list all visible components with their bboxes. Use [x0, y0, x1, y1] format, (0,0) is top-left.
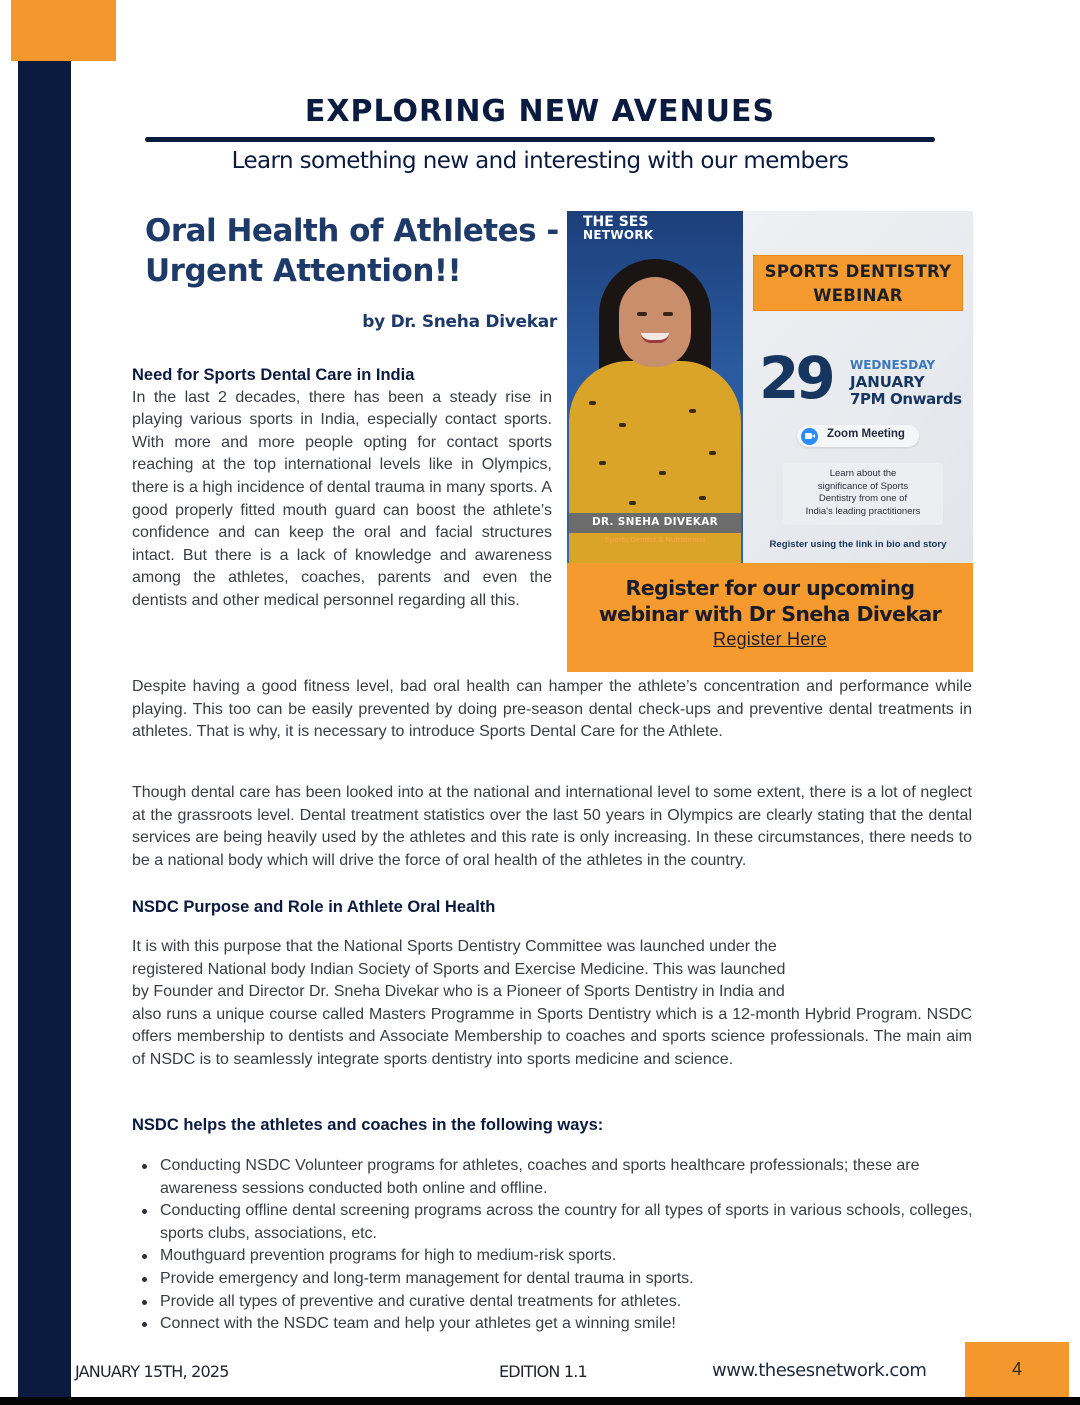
brand-line1: THE SES	[583, 214, 649, 230]
article-title-line1: Oral Health of Athletes -	[145, 213, 559, 249]
article-title	[145, 211, 565, 291]
footer-date: JANUARY 15TH, 2025	[75, 1362, 229, 1381]
brand-line2: NETWORK	[583, 228, 654, 242]
register-here-link[interactable]: Register Here	[713, 629, 827, 649]
side-navy-bar	[18, 61, 71, 1397]
webinar-label: SPORTS DENTISTRY WEBINAR	[753, 255, 963, 311]
nsdc-ways-list	[132, 1155, 974, 1336]
list-item: Conducting NSDC Volunteer programs for athletes, coaches and sports healthcare professionals; these are awareness sessions conducted both online and offline.	[132, 1155, 974, 1200]
footer-website-link[interactable]: www.thesesnetwork.com	[712, 1360, 927, 1381]
speaker-photo	[567, 211, 743, 563]
bullet-icon	[142, 1164, 147, 1169]
intro-section	[132, 364, 552, 613]
ses-network-logo	[583, 216, 654, 242]
article-byline: by Dr. Sneha Divekar	[362, 312, 557, 332]
section-title: EXPLORING NEW AVENUES	[304, 94, 776, 129]
bullet-icon	[142, 1254, 147, 1259]
paragraph-nsdc: It is with this purpose that the National Sports Dentistry Committee was launched under the registered National body Indian Society of Sports and Exercise Medicine. This was launched by Founder and Director Dr. Sneha Divekar who is a Pioneer of Sports Dentistry in India and also runs a unique course called Masters Programme in Sports Dentistry which is a 12-month Hybrid Program. NSDC offers membership to dentists and Associate Membership to coaches and sports science professionals. The main aim of NSDC is to seamlessly integrate sports dentistry into sports medicine and science.	[132, 938, 972, 1068]
section-subtitle: Learn something new and interesting with our members	[231, 148, 849, 174]
bullet-icon	[142, 1300, 147, 1305]
event-weekday: WEDNESDAY	[850, 358, 936, 372]
paragraph-fitness: Despite having a good fitness level, bad oral health can hamper the athlete’s concentration and performance while playing. This too can be easily prevented by doing pre-season dental check-ups and preventive dental treatments in athletes. That is why, it is necessary to introduce Sports Dental Care for the Athlete.	[132, 678, 972, 741]
section-heading-nsdc-helps: NSDC helps the athletes and coaches in the following ways:	[132, 1116, 604, 1134]
zoom-meeting-label: Zoom Meeting	[827, 428, 905, 440]
webinar-description: Learn about the significance of Sports Dentistry from one of India's leading practitioners	[783, 463, 943, 525]
event-date-number: 29	[759, 344, 832, 412]
page-number-box	[965, 1342, 1069, 1397]
event-month: JANUARY	[850, 373, 925, 391]
list-item: Provide emergency and long-term management for dental trauma in sports.	[132, 1268, 974, 1291]
webinar-poster	[567, 211, 973, 672]
register-cta-heading: Register for our upcoming webinar with Dr Sneha Divekar	[598, 576, 942, 626]
page-number: 4	[1011, 1359, 1022, 1379]
zoom-video-icon	[801, 428, 818, 445]
poster-info-panel	[743, 211, 973, 563]
zoom-meeting-badge	[797, 425, 919, 447]
bullet-icon	[142, 1322, 147, 1327]
intro-paragraph: In the last 2 decades, there has been a steady rise in playing various sports in India, especially contact sports. With more and more people opting for contact sports reaching at the top international levels like in Olympics, there is a high incidence of dental trauma in many sports. A good properly fitted mouth guard can boost the athlete’s confidence and can keep the oral and facial structures intact. But there is a lack of knowledge and awareness among the athletes, coaches, parents and even the dentists and other medical personnel regarding all this.	[132, 388, 552, 609]
article-title-line2: Urgent Attention!!	[145, 253, 462, 289]
list-item: Provide all types of preventive and curative dental treatments for athletes.	[132, 1291, 974, 1314]
paragraph-grassroots: Though dental care has been looked into at the national and international level to some extent, there is a lot of neglect at the grassroots level. Dental treatment statistics over the last 50 years in Olympics are clearly stating that the dental services are being heavily used by the athletes and this rate is only increasing. In these circumstances, there needs to be a national body which will drive the force of oral health of the athletes in the country.	[132, 784, 972, 869]
list-item: Connect with the NSDC team and help your athletes get a winning smile!	[132, 1313, 974, 1336]
register-cta-panel	[567, 563, 973, 672]
corner-orange-block	[11, 0, 116, 61]
footer-edition: EDITION 1.1	[499, 1362, 587, 1381]
register-note: Register using the link in bio and story	[769, 539, 947, 550]
section-heading-need: Need for Sports Dental Care in India	[132, 366, 415, 384]
event-date-details	[850, 357, 962, 408]
bullet-icon	[142, 1209, 147, 1214]
speaker-role: Sports Dentist & Nutritionist	[604, 535, 706, 544]
speaker-name: DR. SNEHA DIVEKAR	[591, 516, 719, 528]
list-item: Mouthguard prevention programs for high to medium-risk sports.	[132, 1245, 974, 1268]
event-time: 7PM Onwards	[850, 390, 962, 408]
bullet-icon	[142, 1277, 147, 1282]
list-item: Conducting offline dental screening programs across the country for all types of sports in various schools, colleges, sports clubs, associations, etc.	[132, 1200, 974, 1245]
bottom-edge	[0, 1397, 1080, 1405]
header-divider	[145, 137, 935, 142]
section-heading-nsdc-purpose: NSDC Purpose and Role in Athlete Oral Health	[132, 898, 496, 916]
